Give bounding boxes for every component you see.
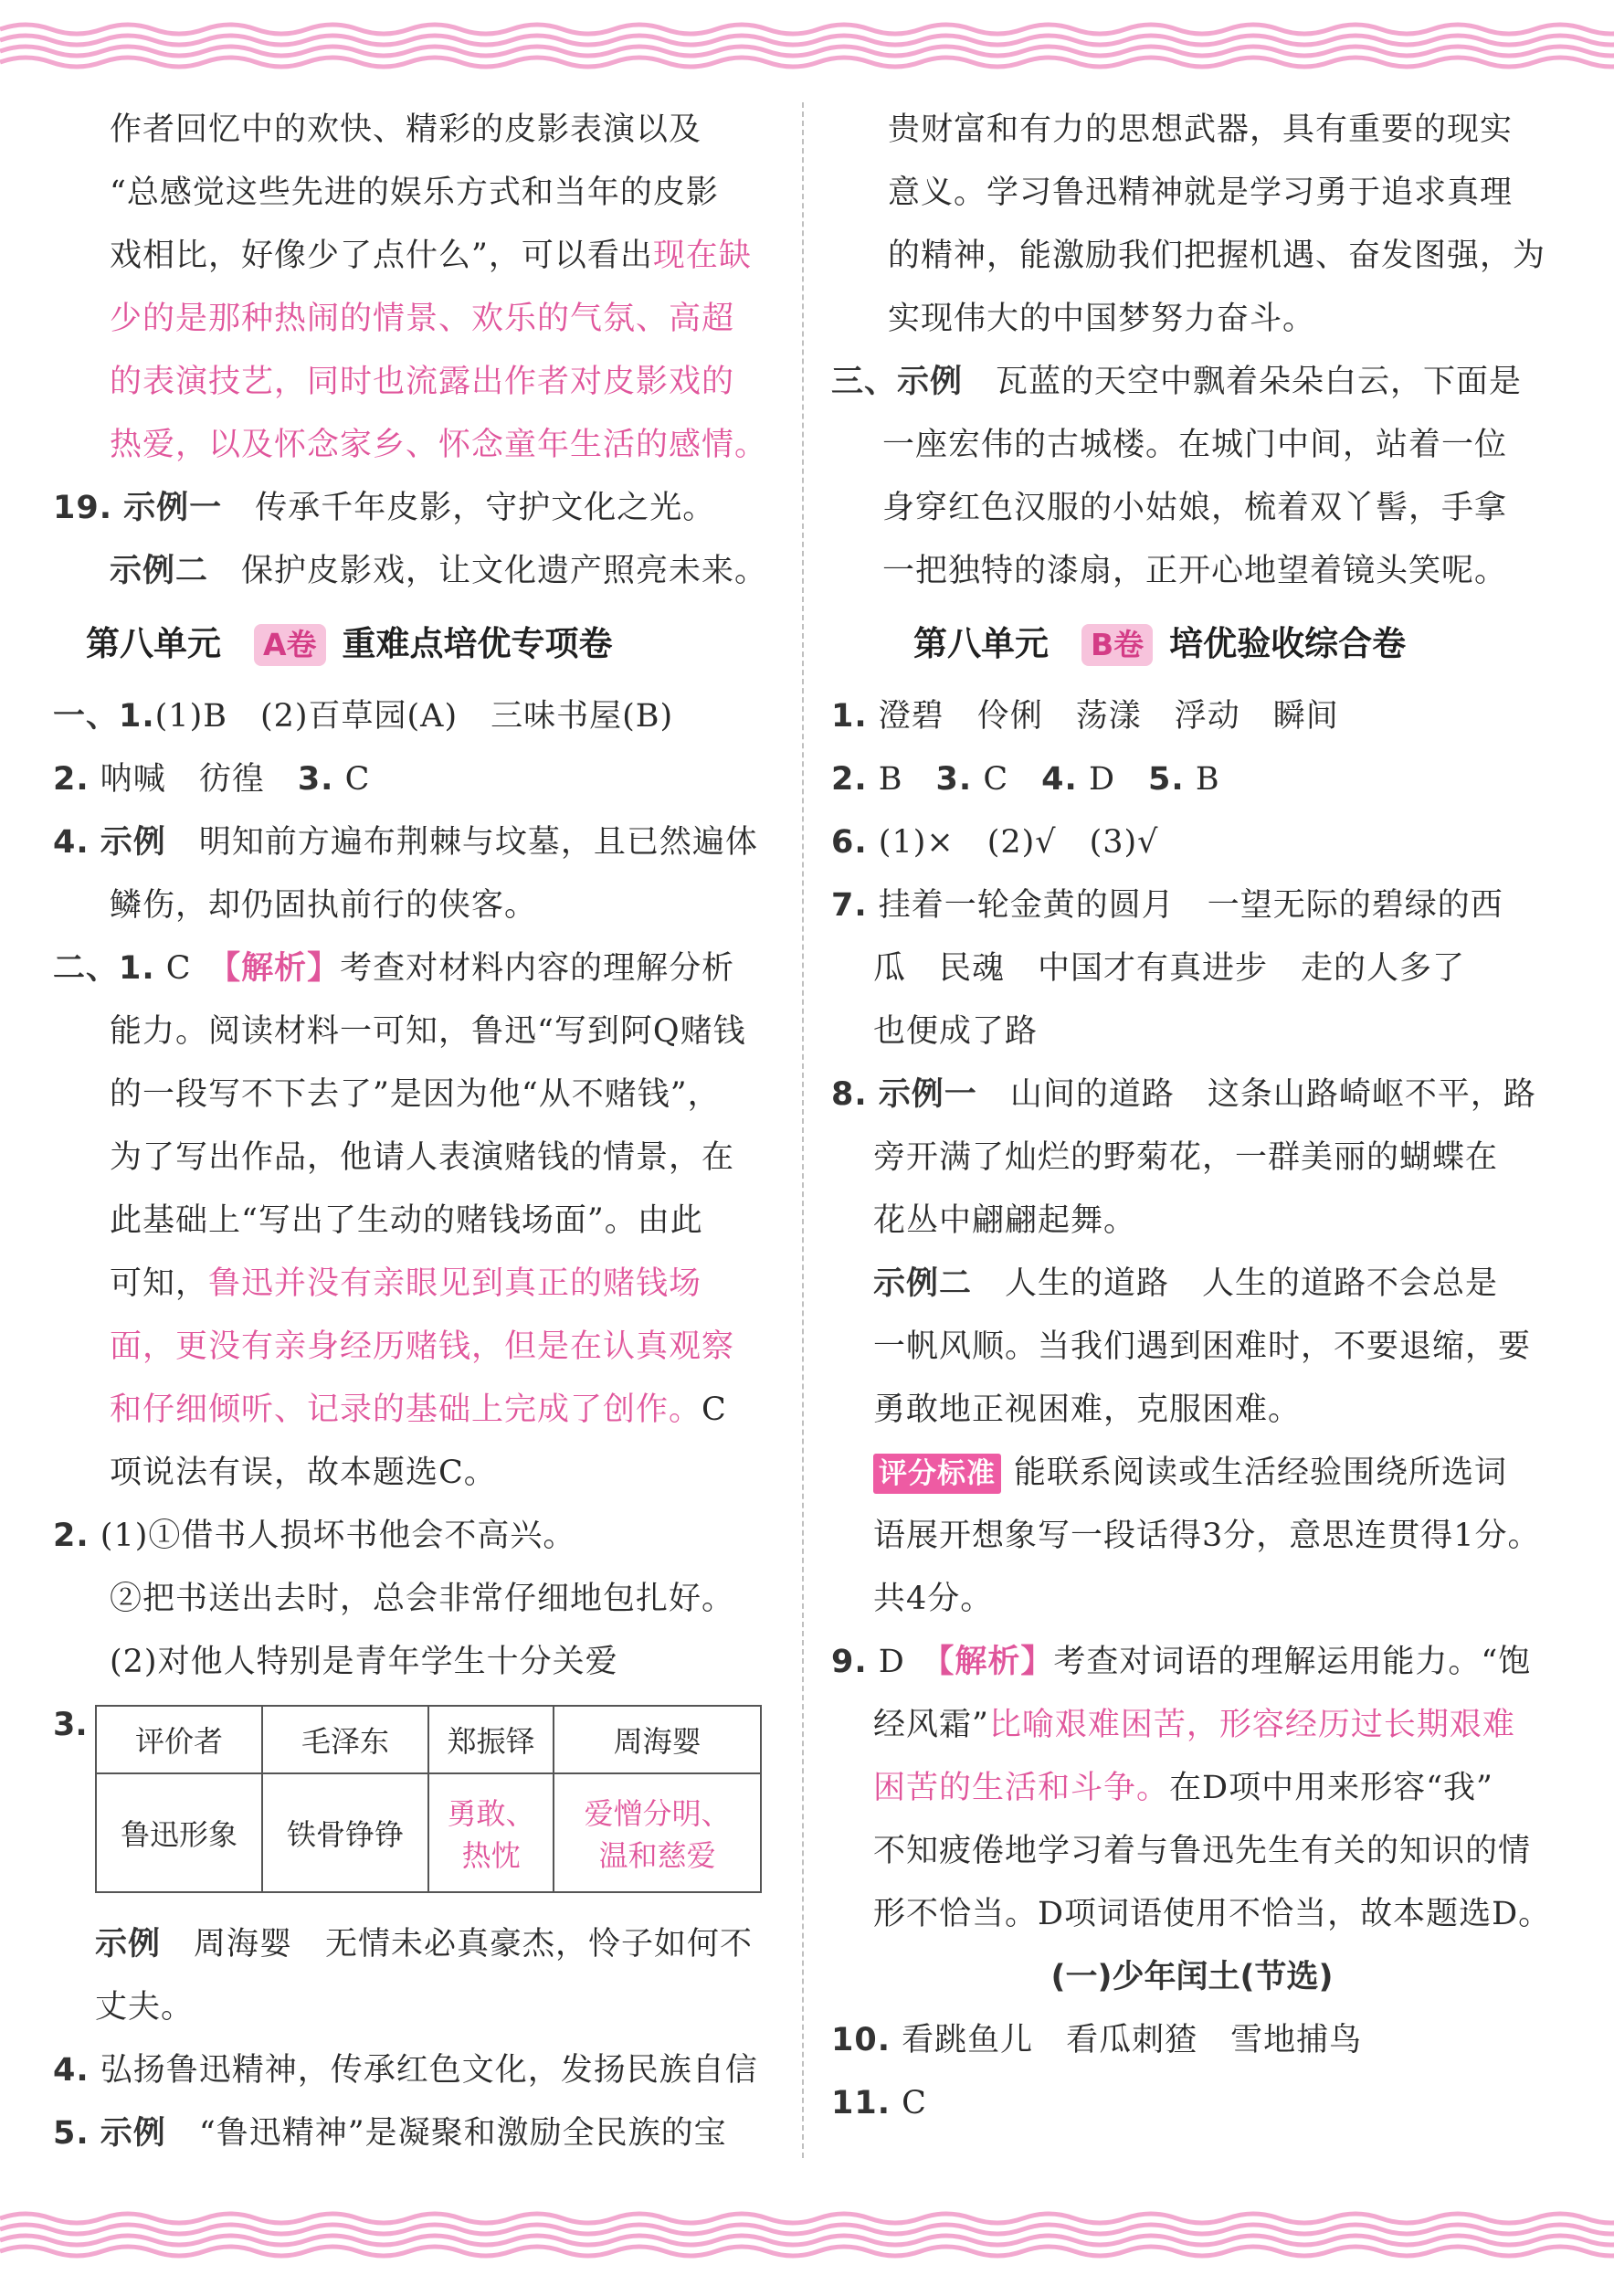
question-8-example-2: 示例二 人生的道路 人生的道路不会总是 [873, 1265, 1499, 1302]
volume-badge: A卷 [254, 624, 326, 666]
part1-question-1: 一、1.(1)B (2)百草园(A) 三味书屋(B) [53, 698, 674, 735]
question-6: 6. (1)× (2)√ (3)√ [831, 824, 1159, 861]
question-7: 7. 挂着一轮金黄的圆月 一望无际的碧绿的西 [831, 887, 1503, 924]
text-line: 一把独特的漆扇，正开心地望着镜头笑呢。 [882, 553, 1508, 589]
analysis-label: 【解析】 [224, 950, 341, 987]
text-line: 一帆风顺。当我们遇到困难时，不要退缩，要 [873, 1328, 1532, 1365]
top-wave-border [0, 20, 1614, 75]
text-line: 可知，鲁迅并没有亲眼见到真正的赌钱场 [110, 1265, 702, 1302]
table-cell: 铁骨铮铮 [262, 1773, 428, 1892]
question-8: 8. 示例一 山间的道路 这条山路崎岖不平，路 [831, 1076, 1536, 1113]
text-line: 丈夫。 [95, 1989, 195, 2026]
text-line: 语展开想象写一段话得3分，意思连贯得1分。 [873, 1518, 1541, 1554]
questions-2-5: 2. B 3. C 4. D 5. B [831, 761, 1220, 798]
text-line: 戏相比，好像少了点什么”，可以看出现在缺 [110, 238, 752, 274]
evaluation-table [95, 1705, 762, 1893]
text-line: 也便成了路 [873, 1013, 1039, 1050]
question-11: 11. C [831, 2085, 927, 2121]
text-line: 瓜 民魂 中国才有真进步 走的人多了 [873, 950, 1466, 987]
text-line: 的精神，能激励我们把握机遇、奋发图强，为 [888, 238, 1546, 274]
text-line: 作者回忆中的欢快、精彩的皮影表演以及 [110, 111, 702, 148]
part1-question-4: 4. 示例 明知前方遍布荆棘与坟墓，且已然遍体 [53, 824, 758, 861]
question-9: 9. D 【解析】考查对词语的理解运用能力。“饱 [831, 1644, 1532, 1680]
text-line: 项说法有误，故本题选C。 [110, 1455, 497, 1491]
text-line: 实现伟大的中国梦努力奋斗。 [888, 301, 1316, 337]
text-line: ②把书送出去时，总会非常仔细地包扎好。 [110, 1581, 735, 1617]
text-line: 的一段写不下去了”是因为他“从不赌钱”， [110, 1076, 721, 1113]
text-line: 此基础上“写出了生动的赌钱场面”。由此 [110, 1202, 703, 1239]
part3-example: 三、示例 瓦蓝的天空中飘着朵朵白云，下面是 [831, 364, 1523, 400]
question-1: 1. 澄碧 伶俐 荡漾 浮动 瞬间 [831, 698, 1339, 735]
volume-badge: B卷 [1081, 624, 1153, 666]
scoring-criteria: 评分标准 能联系阅读或生活经验围绕所选词 [831, 1442, 1553, 1505]
subheading: (一)少年闰土(节选) [1050, 1959, 1334, 1995]
text-line: “总感觉这些先进的娱乐方式和当年的皮影 [110, 175, 719, 211]
text-line: 经风霜”比喻艰难困苦，形容经历过长期艰难 [873, 1707, 1515, 1743]
question-19-example-2: 示例二 保护皮影戏，让文化遗产照亮未来。 [110, 553, 768, 589]
table-header: 郑振铎 [428, 1706, 554, 1773]
text-line: 意义。学习鲁迅精神就是学习勇于追求真理 [888, 175, 1514, 211]
part2-question-1: 二、1. C 【解析】考查对材料内容的理解分析 [53, 950, 735, 987]
analysis-label: 【解析】 [937, 1644, 1054, 1680]
table-cell: 鲁迅形象 [96, 1773, 262, 1892]
part2-question-3: 3. 评价者 毛泽东 郑振铎 周海婴 鲁迅形象 铁骨铮铮 勇敢、 热忱 爱憎分明、 温和慈爱 [53, 1694, 775, 1913]
text-line: 不知疲倦地学习着与鲁迅先生有关的知识的情 [873, 1833, 1532, 1869]
text-line: 勇敢地正视困难，克服困难。 [873, 1391, 1302, 1428]
column-divider [802, 102, 804, 2158]
table-header: 毛泽东 [262, 1706, 428, 1773]
text-line-highlight: 的表演技艺，同时也流露出作者对皮影戏的 [110, 364, 735, 400]
text-line: 形不恰当。D项词语使用不恰当，故本题选D。 [873, 1896, 1552, 1932]
text-line-highlight: 面，更没有亲身经历赌钱，但是在认真观察 [110, 1328, 735, 1365]
text-line-highlight: 热爱，以及怀念家乡、怀念童年生活的感情。 [110, 427, 768, 463]
scoring-tag: 评分标准 [873, 1454, 1001, 1494]
part1-question-2-3: 2. 呐喊 彷徨 3. C [53, 761, 371, 798]
part2-question-4: 4. 弘扬鲁迅精神，传承红色文化，发扬民族自信 [53, 2052, 758, 2089]
part2-question-2: 2. (1)①借书人损坏书他会不高兴。 [53, 1518, 576, 1554]
left-column [53, 99, 775, 2165]
text-line: 贵财富和有力的思想武器，具有重要的现实 [888, 111, 1514, 148]
table-header: 周海婴 [554, 1706, 761, 1773]
table-cell: 勇敢、 热忱 [428, 1773, 554, 1892]
bottom-wave-border [0, 2209, 1614, 2264]
part2-question-5: 5. 示例 “鲁迅精神”是凝聚和激励全民族的宝 [53, 2115, 727, 2152]
text-line: 身穿红色汉服的小姑娘，梳着双丫髻，手拿 [882, 490, 1508, 526]
text-line: 为了写出作品，他请人表演赌钱的情景，在 [110, 1139, 735, 1176]
question-10: 10. 看跳鱼儿 看瓜刺猹 雪地捕鸟 [831, 2022, 1363, 2058]
section-heading-b: 第八单元 B卷 培优验收综合卷 [831, 603, 1553, 685]
text-line: 花丛中翩翩起舞。 [873, 1202, 1137, 1239]
text-line: (2)对他人特别是青年学生十分关爱 [110, 1644, 618, 1680]
text-line: 鳞伤，却仍固执前行的侠客。 [110, 887, 538, 924]
right-column [831, 99, 1553, 2135]
question-19: 19. 示例一 传承千年皮影，守护文化之光。 [53, 490, 716, 526]
table-header: 评价者 [96, 1706, 262, 1773]
text-line: 能力。阅读材料一可知，鲁迅“写到阿Q赌钱 [110, 1013, 746, 1050]
text-line: 困苦的生活和斗争。在D项中用来形容“我” [873, 1770, 1493, 1806]
table-example: 示例 周海婴 无情未必真豪杰，怜子如何不 [95, 1926, 754, 1963]
section-heading-a: 第八单元 A卷 重难点培优专项卷 [53, 603, 775, 685]
text-line: 共4分。 [873, 1581, 994, 1617]
text-line: 和仔细倾听、记录的基础上完成了创作。C [110, 1391, 727, 1428]
text-line: 一座宏伟的古城楼。在城门中间，站着一位 [882, 427, 1508, 463]
table-cell: 爱憎分明、 温和慈爱 [554, 1773, 761, 1892]
text-line-highlight: 少的是那种热闹的情景、欢乐的气氛、高超 [110, 301, 735, 337]
text-line: 旁开满了灿烂的野菊花，一群美丽的蝴蝶在 [873, 1139, 1499, 1176]
